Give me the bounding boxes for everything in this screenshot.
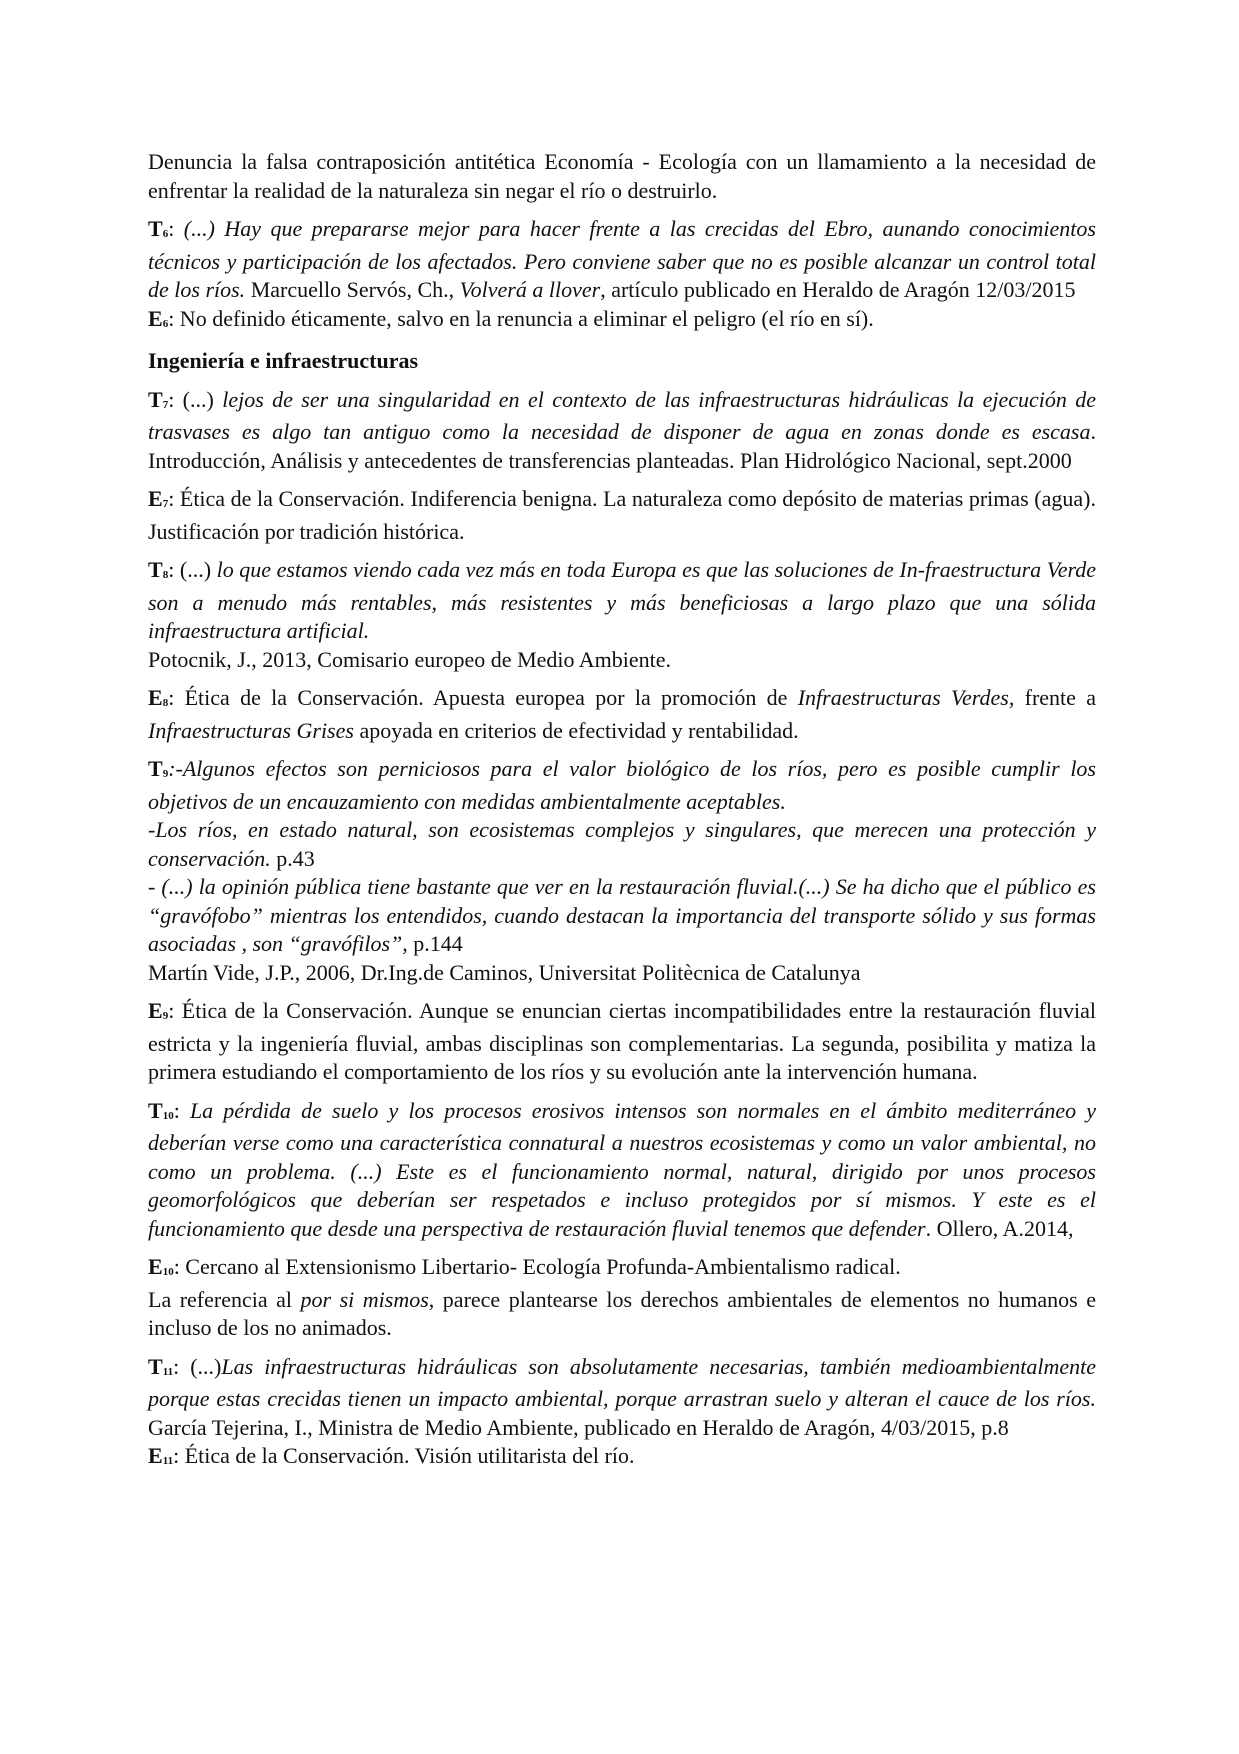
source-title-t6: Volverá a llover [459,277,601,302]
label-e7: $E_7$ [148,486,169,511]
text-t9 [148,755,1096,816]
quote-t7: lejos de ser una singularidad en el contexto de las infraestructuras hidráulicas la ejecución de trasvases es algo tan antiguo como la necesidad de disponer de agua en zonas donde es escasa [148,386,1096,444]
label-t8: $T_8$ [148,557,169,582]
label-t11: $T_{11}$ [148,1353,174,1379]
label-e11: $E_{11}$ [148,1443,174,1468]
text-t7: $T_7$: (...) lejos de ser una singularidad en el contexto de las infraestructuras hidráulicas la ejecución de trasvases es algo tan antiguo como la necesidad de disponer de agua en zonas donde es escasa. Introducción, Análisis y antecedentes de transferencias planteadas. Plan Hidrológico Nacional, sept.2000 [148,386,1096,473]
ethics-e8: $E_8$: Ética de la Conservación. Apuesta europea por la promoción de Infraestructuras Verdes, frente a Infraestructuras Grises apoyada en criterios de efectividad y rentabilidad. [148,685,1096,743]
quote-t8: lo que estamos viendo cada vez más en toda Europa es que las soluciones de In-fraestructura Verde son a menudo más rentables, más resistentes y más beneficiosas a largo plazo que una sólida infraestructura artificial. [148,557,1097,643]
ethics-e9: $E_9$: Ética de la Conservación. Aunque se enuncian ciertas incompatibilidades entre la restauración fluvial estricta y la ingeniería fluvial, ambas disciplinas son complementarias. La segunda, posibilita y matiza la primera estudiando el comportamiento de los ríos y su evolución ante la intervención humana. [148,998,1096,1084]
source-t9: Martín Vide, J.P., 2006, Dr.Ing.de Caminos, Universitat Politècnica de Catalunya [148,959,861,985]
text-t6: $T_6$: (...) Hay que prepararse mejor para hacer frente a las crecidas del Ebro, aunando conocimientos técnicos y participación de los afectados. Pero conviene saber que no es posible alcanzar un control total de los ríos. Marcuello Servós, Ch., Volverá a llover, artículo publicado en Heraldo de Aragón 12/03/2015 [148,216,1096,302]
label-t9: $T_9$ [148,756,169,781]
ethics-e7: $E_7$: Ética de la Conservación. Indiferencia benigna. La naturaleza como depósito de materias primas (agua). Justificación por tradición histórica. [148,486,1096,544]
quote-t9-3-paragraph: - (...) la opinión pública tiene bastante que ver en la restauración fluvial.(...) Se ha dicho que el público es “gravófobo” mientras los entendidos, cuando destacan la importancia del transporte sólido y sus formas asociadas , son “gravófilos”, p.144 [148,874,1096,956]
label-t6: $T_6$ [148,216,169,241]
quote-t9-2: -Los ríos, en estado natural, son ecosistemas complejos y singulares, que merecen una protección y conservación. [148,817,1096,871]
ethics-e10: $E_{10}$: Cercano al Extensionismo Libertario- Ecología Profunda-Ambientalismo radical. [148,1254,901,1279]
section-heading: Ingeniería e infraestructuras [148,348,419,373]
ethics-e11: $E_{11}$: Ética de la Conservación. Visión utilitarista del río. [148,1443,635,1468]
text-t10: $T_{10}$: La pérdida de suelo y los procesos erosivos intensos son normales en el ámbito mediterráneo y deberían verse como una característica connatural a nuestros ecosistemas y como un valor ambiental, no como un problema. (...) Este es el funcionamiento normal, natural, dirigido por unos procesos geomorfológicos que deberían ser respetados e incluso protegidos por sí mismos. Y este es el funcionamiento que desde una perspectiva de restauración fluvial tenemos que defender. Ollero, A.2014, [148,1097,1096,1241]
text-t8: $T_8$: (...) lo que estamos viendo cada vez más en toda Europa es que las soluciones de In-fraestructura Verde son a menudo más rentables, más resistentes y más beneficiosas a largo plazo que una sólida infraestructura artificial. [148,557,1097,643]
label-t10: $T_{10}$ [148,1097,174,1123]
quote-t9-2-paragraph: -Los ríos, en estado natural, son ecosistemas complejos y singulares, que merecen una protección y conservación. p.43 [148,817,1096,871]
label-e9: $E_9$ [148,998,169,1023]
label-t7: $T_7$ [148,386,169,412]
quote-t10: La pérdida de suelo y los procesos erosivos intensos son normales en el ámbito mediterráneo y deberían verse como una característica connatural a nuestros ecosistemas y como un valor ambiental, no como un problema. (...) Este es el funcionamiento normal, natural, dirigido por unos procesos geomorfológicos que deberían ser respetados e incluso protegidos por sí mismos. Y este es el funcionamiento que desde una perspectiva de restauración fluvial tenemos que defender [148,1097,1096,1241]
quote-t9-3: - (...) la opinión pública tiene bastante que ver en la restauración fluvial.(...) Se ha dicho que el público es “gravófobo” mientras los entendidos, cuando destacan la importancia del transporte sólido y sus formas asociadas , son “gravófilos”, [148,874,1096,956]
quote-t11: Las infraestructuras hidráulicas son absolutamente necesarias, también medioambientalmente porque estas crecidas tienen un impacto ambiental, porque arrastran suelo y alteran el cauce de los ríos. [148,1353,1097,1411]
label-e8: $E_8$ [148,685,169,710]
ethics-e10-note: La referencia al por si mismos, parece plantearse los derechos ambientales de elementos no humanos e incluso de los no animados. [148,1286,1097,1340]
quote-t6: (...) Hay que prepararse mejor para hacer frente a las crecidas del Ebro, aunando conocimientos técnicos y participación de los afectados. Pero conviene saber que no es posible alcanzar un control total de los ríos. [148,216,1096,302]
label-e6: $E_6$ [148,305,169,331]
text-t11: $T_{11}$: (...)Las infraestructuras hidráulicas son absolutamente necesarias, también medioambientalmente porque estas crecidas tienen un impacto ambiental, porque arrastran suelo y alteran el cauce de los ríos. García Tejerina, I., Ministra de Medio Ambiente, publicado en Heraldo de Aragón, 4/03/2015, p.8 [148,1353,1097,1440]
intro-paragraph: Denuncia la falsa contraposición antitética Economía - Ecología con un llamamiento a la necesidad de enfrentar la realidad de la naturaleza sin negar el río o destruirlo. [148,149,1096,203]
source-t8: Potocnik, J., 2013, Comisario europeo de Medio Ambiente. [148,646,672,672]
document-page [148,148,1096,1475]
label-e10: $E_{10}$ [148,1254,174,1279]
quote-t9-1: :-Algunos efectos son perniciosos para el valor biológico de los ríos, pero es posible cumplir los objetivos de un encauzamiento con medidas ambientalmente aceptables. [148,756,1096,814]
ethics-e6: $E_6$: No definido éticamente, salvo en la renuncia a eliminar el peligro (el río en sí). [148,305,874,331]
